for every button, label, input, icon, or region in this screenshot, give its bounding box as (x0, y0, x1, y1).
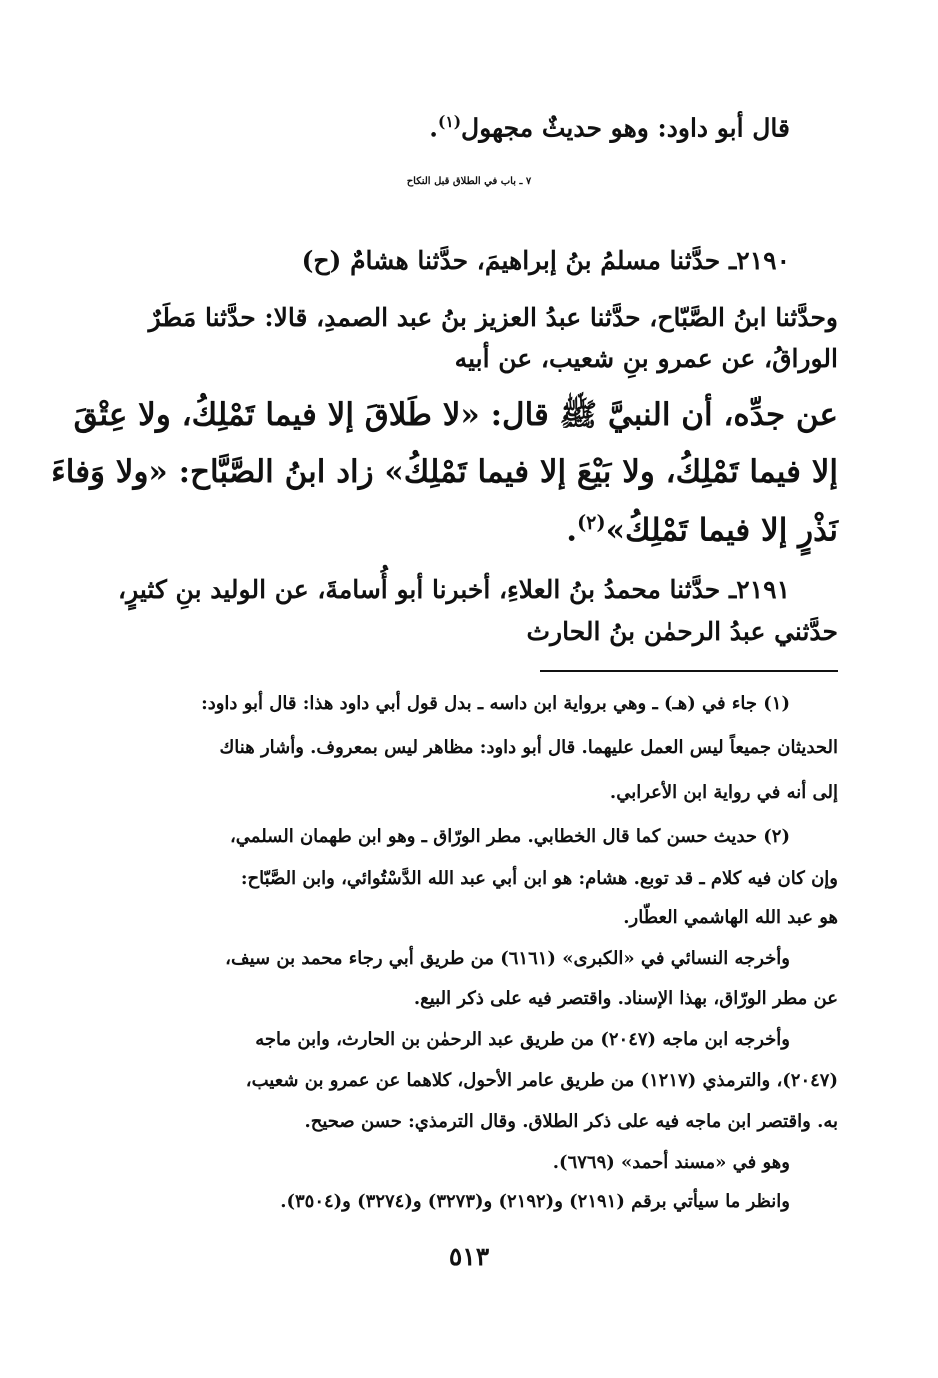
footnote-2-line-7: (٢٠٤٧)، والترمذي (١٢١٧) من طريق عامر الأحول، كلاهما عن عمرو بن شعيب، (245, 1070, 838, 1091)
footnote-marker-1: (١) (438, 112, 462, 131)
footnote-2-line-8: به. واقتصر ابن ماجه فيه على ذكر الطلاق. وقال الترمذي: حسن صحيح. (304, 1111, 838, 1132)
chapter-heading: ٧ ـ باب في الطلاق قبل النكاح (406, 176, 532, 187)
hadith-2191-line-2: حدَّثني عبدُ الرحمٰن بنُ الحارث (526, 617, 838, 646)
body-line-1-tail: . (429, 113, 439, 143)
body-line-1-text: قال أبو داود: وهو حديثٌ مجهول (461, 113, 790, 143)
matn-line-1: عن جدِّه، أن النبيَّ ﷺ قال: «لا طَلاقَ إلا فيما تَمْلِكُ، ولا عِتْقَ (73, 397, 838, 433)
footnote-2-line-2: وإن كان فيه كلام ـ قد توبع. هشام: هو ابن أبي عبد الله الدَّسْتُوائي، وابن الصَّبّاح: (240, 868, 838, 889)
hadith-2190-line: ٢١٩٠ـ حدَّثنا مسلمُ بنُ إبراهيمَ، حدَّثنا هشامٌ (ح) (301, 246, 790, 275)
body-line-1 (429, 112, 790, 142)
page-number: ٥١٣ (448, 1242, 490, 1271)
hadith-2191-line-1: ٢١٩١ـ حدَّثنا محمدُ بنُ العلاءِ، أخبرنا أبو أُسامةَ، عن الوليد بنِ كثيرٍ، (118, 575, 790, 604)
footnote-2-line-3: هو عبد الله الهاشمي العطّار. (623, 907, 838, 928)
footnote-2-line-4: وأخرجه النسائي في «الكبرى» (٦١٦١) من طريق أبي رجاء محمد بن سيف، (225, 948, 790, 969)
footnote-1-line-3: إلى أنه في رواية ابن الأعرابي. (609, 782, 838, 803)
footnote-separator (540, 670, 838, 672)
footnote-2-line-5: عن مطر الورّاق، بهذا الإسناد. واقتصر فيه على ذكر البيع. (413, 988, 838, 1009)
footnote-2-line-1: (٢) حديث حسن كما قال الخطابي. مطر الورّاق ـ وهو ابن طهمان السلمي، (229, 826, 790, 847)
footnote-marker-2: (٢) (577, 511, 606, 534)
isnad-line-1: وحدَّثنا ابنُ الصَّبّاح، حدَّثنا عبدُ العزيز بنُ عبد الصمدِ، قالا: حدَّثنا مَطَرٌ (148, 303, 838, 332)
matn-line-3 (566, 511, 838, 548)
footnote-2-line-9: وهو في «مسند أحمد» (٦٧٦٩). (552, 1152, 790, 1173)
footnote-1-line-2: الحديثان جميعاً ليس العمل عليهما. قال أبو داود: مظاهر ليس بمعروف. وأشار هناك (219, 737, 838, 758)
matn-line-2: إلا فيما تَمْلِكُ، ولا بَيْعَ إلا فيما تَمْلِكُ» زاد ابنُ الصَّبَّاح: «ولا وَفاءَ (51, 454, 838, 490)
matn-line-3-text: نَذْرٍ إلا فيما تَمْلِكُ» (605, 512, 838, 549)
matn-line-3-tail: . (566, 512, 578, 549)
footnote-2-line-10: وانظر ما سيأتي برقم (٢١٩١) و(٢١٩٢) و(٣٢٧٣) و(٣٢٧٤) و(٣٥٠٤). (280, 1191, 790, 1212)
footnote-1-line-1: (١) جاء في (هـ) ـ وهي برواية ابن داسه ـ بدل قول أبي داود هذا: قال أبو داود: (201, 693, 790, 714)
isnad-line-2: الوراقُ، عن عمرو بنِ شعيب، عن أبيه (454, 344, 838, 373)
footnote-2-line-6: وأخرجه ابن ماجه (٢٠٤٧) من طريق عبد الرحمٰن بن الحارث، وابن ماجه (255, 1029, 790, 1050)
